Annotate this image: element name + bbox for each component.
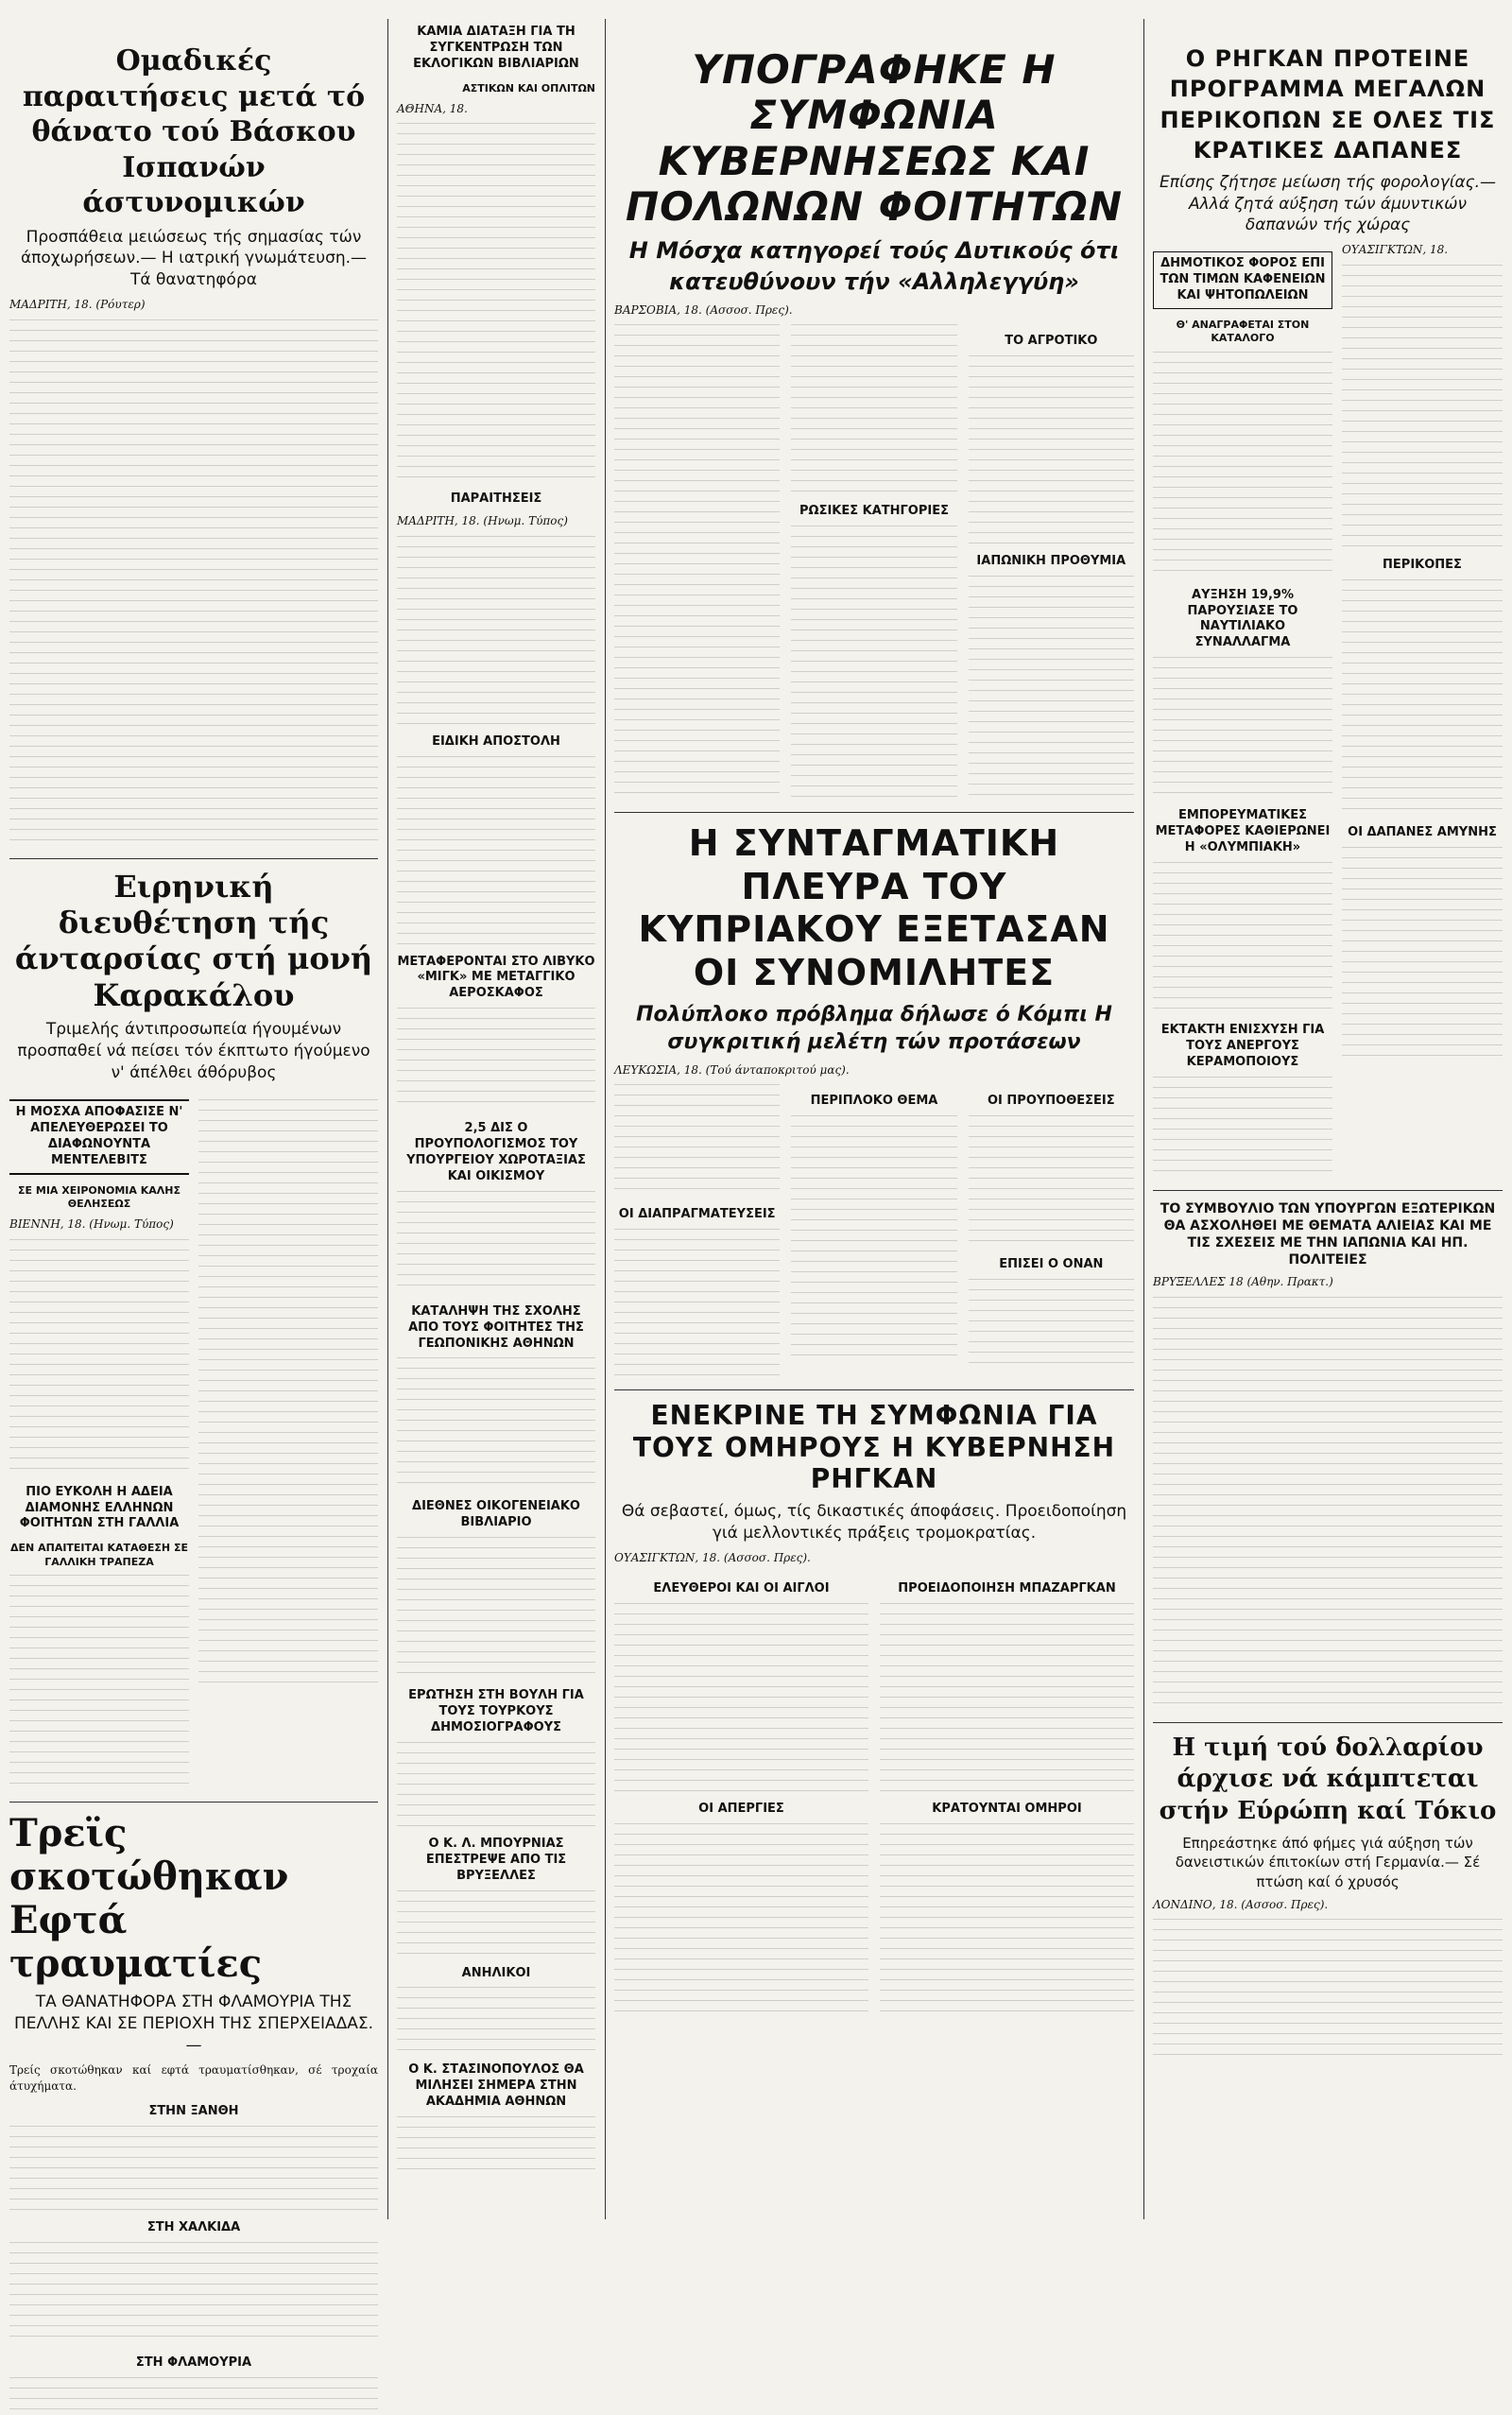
headline-turkish-journalists: ΕΡΩΤΗΣΗ ΣΤΗ ΒΟΥΛΗ ΓΙΑ ΤΟΥΣ ΤΟΥΡΚΟΥΣ ΔΗΜΟΣΙΟΓΡΑΦΟΥΣ xyxy=(408,1688,584,1734)
subhead-reagan-cuts: Επίσης ζήτησε μείωση τής φορολογίας.— Αλλά ζητά αύξηση τών άμυντικών δαπανών τής χώρας xyxy=(1159,172,1497,235)
headline-karakalou: Ειρηνική διευθέτηση τής άνταρσίας στή μονή Καρακάλου xyxy=(14,868,373,1013)
headline-reagan-cuts: Ο ΡΗΓΚΑΝ ΠΡΟΤΕΙΝΕ ΠΡΟΓΡΑΜΜΑ ΜΕΓΑΛΩΝ ΠΕΡΙΚΟΠΩΝ ΣΕ ΟΛΕΣ ΤΙΣ ΚΡΑΤΙΚΕΣ ΔΑΠΑΝΕΣ xyxy=(1160,45,1496,164)
article-body-text xyxy=(397,536,595,725)
box-moscow-mendelevits: Η ΜΟΣΧΑ ΑΠΟΦΑΣΙΣΕ Ν' ΑΠΕΛΕΥΘΕΡΩΣΕΙ ΤΟ ΔΙΑΦΩΝΟΥΝΤΑ ΜΕΝΤΕΛΕΒΙΤΣ xyxy=(9,1099,189,1175)
article-body-text xyxy=(198,1099,378,1685)
headline-geoponiki-occupation: ΚΑΤΑΛΗΨΗ ΤΗΣ ΣΧΟΛΗΣ ΑΠΟ ΤΟΥΣ ΦΟΙΤΗΤΕΣ ΤΗΣ ΓΕΩΠΟΝΙΚΗΣ ΑΘΗΝΩΝ xyxy=(408,1303,584,1351)
box-greek-students-france: ΠΙΟ ΕΥΚΟΛΗ Η ΑΔΕΙΑ ΔΙΑΜΟΝΗΣ ΕΛΛΗΝΩΝ ΦΟΙΤΗΤΩΝ ΣΤΗ ΓΑΛΛΙΑ xyxy=(19,1484,180,1531)
section-japanese-willingness: ΙΑΠΩΝΙΚΗ ΠΡΟΘΥΜΙΑ xyxy=(976,554,1126,569)
headline-dollar-price: Η τιμή τού δολλαρίου άρχισε νά κάμπτεται στήν Εύρώπη καί Τόκιο xyxy=(1159,1733,1497,1826)
article-body-text xyxy=(397,1742,595,1827)
article-body-text xyxy=(614,324,780,797)
article-body-text xyxy=(969,355,1134,544)
headline-polish-students: ΥΠΟΓΡΑΦΗΚΕ Η ΣΥΜΦΩΝΙΑ ΚΥΒΕΡΝΗΣΕΩΣ ΚΑΙ ΠΟΛΩΝΩΝ ΦΟΙΤΗΤΩΝ xyxy=(625,46,1124,230)
article-body-text xyxy=(1342,579,1503,816)
article-body-text xyxy=(1153,1919,1503,2061)
subhead-cyprus: Πολύπλοκο πρόβλημα δήλωσε ό Κόμπι Η συγκριτική μελέτη τών προτάσεων xyxy=(636,1002,1112,1055)
section-chalkida: ΣΤΗ ΧΑΛΚΙΔΑ xyxy=(146,2220,241,2235)
article-body-text xyxy=(397,1008,595,1112)
section-minors: ΑΝΗΛΙΚΟΙ xyxy=(461,1965,531,1980)
article-body-text xyxy=(614,1823,868,2012)
article-body-text xyxy=(1342,847,1503,1064)
headline-electoral-booklets: ΚΑΜΙΑ ΔΙΑΤΑΞΗ ΓΙΑ ΤΗ ΣΥΓΚΕΝΤΡΩΣΗ ΤΩΝ ΕΚΛΟΓΙΚΩΝ ΒΙΒΛΙΑΡΙΩΝ xyxy=(413,25,579,71)
section-strikes: ΟΙ ΑΠΕΡΓΙΕΣ xyxy=(698,1802,784,1817)
article-body-text xyxy=(9,2126,378,2211)
dateline-madrid-2: ΜΑΔΡΙΤΗ, 18. (Ηνωμ. Τύπος) xyxy=(397,514,568,528)
box-ceramicists-aid: ΕΚΤΑΚΤΗ ΕΝΙΣΧΥΣΗ ΓΙΑ ΤΟΥΣ ΑΝΕΡΓΟΥΣ ΚΕΡΑΜΟΠΟΙΟΥΣ xyxy=(1160,1022,1325,1069)
article-body-text xyxy=(9,2377,378,2415)
article-body-text xyxy=(969,1115,1134,1248)
article-body-text xyxy=(9,319,378,849)
headline-bournias: Ο Κ. Λ. ΜΠΟΥΡΝΙΑΣ ΕΠΕΣΤΡΕΨΕ ΑΠΟ ΤΙΣ ΒΡΥΞΕΛΛΕΣ xyxy=(425,1836,567,1883)
article-body-text xyxy=(397,1357,595,1490)
dateline-london: ΛΟΝΔΙΝΟ, 18. (Ασσοσ. Πρες). xyxy=(1153,1897,1329,1911)
section-russian-accusations: ΡΩΣΙΚΕΣ ΚΑΤΗΓΟΡΙΕΣ xyxy=(799,504,949,519)
section-xanthi: ΣΤΗΝ ΞΑΝΘΗ xyxy=(148,2104,239,2119)
box-moscow-sub: ΣΕ ΜΙΑ ΧΕΙΡΟΝΟΜΙΑ ΚΑΛΗΣ ΘΕΛΗΣΕΩΣ xyxy=(18,1183,180,1210)
box-greek-students-sub: ΔΕΝ ΑΠΑΙΤΕΙΤΑΙ ΚΑΤΑΘΕΣΗ ΣΕ ΓΑΛΛΙΚΗ ΤΡΑΠΕΖΑ xyxy=(10,1542,188,1568)
article-body-text xyxy=(791,324,956,494)
headline-foreign-ministers-council: ΤΟ ΣΥΜΒΟΥΛΙΟ ΤΩΝ ΥΠΟΥΡΓΩΝ ΕΞΩΤΕΡΙΚΩΝ ΘΑ ΑΣΧΟΛΗΘΕΙ ΜΕ ΘΕΜΑΤΑ ΑΛΙΕΙΑΣ ΚΑΙ ΜΕ ΤΙΣ ΣΧΕΣΕΙΣ ΜΕ ΤΗΝ ΙΑΠΩΝΙΑ ΚΑΙ ΗΠ. ΠΟΛΙΤΕΙΕΣ xyxy=(1160,1200,1496,1268)
box-olympic-freight: ΕΜΠΟΡΕΥΜΑΤΙΚΕΣ ΜΕΤΑΦΟΡΕΣ ΚΑΘΙΕΡΩΝΕΙ Η «ΟΛΥΜΠΙΑΚΗ» xyxy=(1155,808,1331,854)
section-resignations: ΠΑΡΑΙΤΗΣΕΙΣ xyxy=(450,492,542,507)
headline-stasinopoulos: Ο Κ. ΣΤΑΣΙΝΟΠΟΥΛΟΣ ΘΑ ΜΙΛΗΣΕΙ ΣΗΜΕΡΑ ΣΤΗΝ ΑΚΑΔΗΜΙΑ ΑΘΗΝΩΝ xyxy=(408,2062,584,2110)
article-body-text xyxy=(397,2116,595,2173)
column-4 xyxy=(1143,0,1512,2238)
article-body-text xyxy=(397,756,595,945)
column-1 xyxy=(0,0,387,2371)
subhead-three-killed: ΤΑ ΘΑΝΑΤΗΦΟΡΑ ΣΤΗ ΦΛΑΜΟΥΡΙΑ ΤΗΣ ΠΕΛΛΗΣ ΚΑΙ ΣΕ ΠΕΡΙΟΧΗ ΤΗΣ ΣΠΕΡΧΕΙΑΔΑΣ.— xyxy=(13,1992,374,2055)
dateline-madrid: ΜΑΔΡΙΤΗ, 18. (Ρόυτερ) xyxy=(9,298,146,312)
dateline-washington: ΟΥΑΣΙΓΚΤΩΝ, 18. (Ασσοσ. Πρες). xyxy=(614,1550,811,1564)
section-complex-issue: ΠΕΡΙΠΛΟΚΟ ΘΕΜΑ xyxy=(810,1094,938,1109)
subhead-dollar: Επηρεάστηκε άπό φήμες γιά αύξηση τών δανειστικών έπιτοκίων στή Γερμανία.— Σέ πτώση καί ό χρυσός xyxy=(1175,1835,1481,1890)
section-defense-spending: ΟΙ ΔΑΠΑΝΕΣ ΑΜΥΝΗΣ xyxy=(1348,824,1497,839)
article-body-text xyxy=(791,526,956,800)
article-body-text xyxy=(614,1084,780,1198)
article-body-text xyxy=(969,576,1134,802)
article-body-text xyxy=(9,1575,189,1792)
box-shipping-exchange: ΑΥΞΗΣΗ 19,9% ΠΑΡΟΥΣΙΑΣΕ ΤΟ ΝΑΥΤΙΛΙΑΚΟ ΣΥΝΑΛΛΑΓΜΑ xyxy=(1187,587,1298,650)
article-body-text xyxy=(1153,657,1332,799)
article-body-text xyxy=(1153,862,1332,1013)
article-body-text xyxy=(791,1115,956,1361)
article-body-text xyxy=(397,1191,595,1295)
article-body-text xyxy=(614,1603,868,1792)
section-onan: ΕΠΙΣΕΙ Ο ΟΝΑΝ xyxy=(999,1257,1104,1272)
article-body-text xyxy=(397,1987,595,2053)
headline-basque-police: Ομαδικές παραιτήσεις μετά τό θάνατο τού Βάσκου Ισπανών άστυνομικών xyxy=(22,44,366,219)
section-negotiations: ΟΙ ΔΙΑΠΡΑΓΜΑΤΕΥΣΕΙΣ xyxy=(618,1207,776,1222)
dateline-brussels: ΒΡΥΞΕΛΛΕΣ 18 (Αθην. Πρακτ.) xyxy=(1153,1275,1333,1289)
subhead-basque-police: Προσπάθεια μειώσεως τής σημασίας τών άποχωρήσεων.— Η ιατρική γνωμάτευση.— Τά θανατηφόρα xyxy=(20,227,368,290)
box-municipal-tax: ΔΗΜΟΤΙΚΟΣ ΦΟΡΟΣ ΕΠΙ ΤΩΝ ΤΙΜΩΝ ΚΑΦΕΝΕΙΩΝ ΚΑΙ ΨΗΤΟΠΩΛΕΙΩΝ xyxy=(1153,251,1332,309)
article-body-text xyxy=(1342,265,1503,548)
subhead-hostages: Θά σεβαστεί, όμως, τίς δικαστικές άποφάσεις. Προειδοποίηση γιά μελλοντικές πράξεις τρομοκρατίας. xyxy=(621,1501,1127,1543)
lead-three-killed: Τρείς σκοτώθηκαν καί εφτά τραυματίσθηκαν, σέ τροχαία άτυχήματα. xyxy=(9,2062,378,2094)
column-3 xyxy=(605,0,1143,2238)
subhead-karakalou: Τριμελής άντιπροσωπεία ήγουμένων προσπαθεί νά πείσει τόν έκπτωτο ήγούμενο ν' άπέλθει άθόρυβος xyxy=(17,1020,370,1083)
section-agrarian: ΤΟ ΑΓΡΟΤΙΚΟ xyxy=(1005,334,1098,349)
dateline-vienna: ΒΙΕΝΝΗ, 18. (Ηνωμ. Τύπος) xyxy=(9,1217,174,1232)
column-2 xyxy=(387,0,605,2238)
article-body-text xyxy=(397,1537,595,1679)
box-municipal-tax-sub: Θ' ΑΝΑΓΡΑΦΕΤΑΙ ΣΤΟΝ ΚΑΤΑΛΟΓΟ xyxy=(1176,319,1310,345)
article-body-text xyxy=(1153,1077,1332,1181)
article-body-text xyxy=(1153,1297,1503,1713)
section-prerequisites: ΟΙ ΠΡΟΥΠΟΘΕΣΕΙΣ xyxy=(988,1094,1115,1109)
article-body-text xyxy=(1153,352,1332,578)
article-body-text xyxy=(397,123,595,482)
section-bazargan-warning: ΠΡΟΕΙΔΟΠΟΙΗΣΗ ΜΠΑΖΑΡΓΚΑΝ xyxy=(898,1581,1116,1596)
headline-family-booklet: ΔΙΕΘΝΕΣ ΟΙΚΟΓΕΝΕΙΑΚΟ ΒΙΒΛΙΑΡΙΟ xyxy=(412,1499,580,1530)
article-body-text xyxy=(880,1603,1134,1792)
subhead-electoral-booklets: ΑΣΤΙΚΩΝ ΚΑΙ ΟΠΛΙΤΩΝ xyxy=(462,81,595,95)
article-body-text xyxy=(880,1823,1134,2012)
headline-libyan-mig: ΜΕΤΑΦΕΡΟΝΤΑΙ ΣΤΟ ΛΙΒΥΚΟ «ΜΙΓΚ» ΜΕ ΜΕΤΑΓΓΙΚΟ ΑΕΡΟΣΚΑΦΟΣ xyxy=(397,954,595,1001)
section-hostages-held: ΚΡΑΤΟΥΝΤΑΙ ΟΜΗΡΟΙ xyxy=(932,1802,1082,1817)
section-cuts: ΠΕΡΙΚΟΠΕΣ xyxy=(1383,557,1462,572)
headline-budget-ministry: 2,5 ΔΙΣ Ο ΠΡΟΥΠΟΛΟΓΙΣΜΟΣ ΤΟΥ ΥΠΟΥΡΓΕΙΟΥ ΧΩΡΟΤΑΞΙΑΣ ΚΑΙ ΟΙΚΙΣΜΟΥ xyxy=(406,1121,586,1183)
headline-hostages-agreement: ΕΝΕΚΡΙΝΕ ΤΗ ΣΥΜΦΩΝΙΑ ΓΙΑ ΤΟΥΣ ΟΜΗΡΟΥΣ Η ΚΥΒΕΡΝΗΣΗ ΡΗΓΚΑΝ xyxy=(632,1400,1116,1495)
dateline-warsaw: ΒΑΡΣΟΒΙΑ, 18. (Ασσοσ. Πρες). xyxy=(614,302,793,317)
article-body-text xyxy=(9,2242,378,2346)
article-body-text xyxy=(969,1279,1134,1364)
article-body-text xyxy=(9,1239,189,1475)
article-body-text xyxy=(397,1890,595,1957)
subhead-polish-students: Η Μόσχα κατηγορεί τούς Δυτικούς ότι κατευθύνουν τήν «Αλληλεγγύη» xyxy=(628,237,1120,295)
headline-three-killed: Τρεϊς σκοτώθηκαν Εφτά τραυματίες xyxy=(9,1810,289,1986)
dateline-washington-2: ΟΥΑΣΙΓΚΤΩΝ, 18. xyxy=(1342,243,1449,257)
dateline-athens: ΑΘΗΝΑ, 18. xyxy=(397,101,468,115)
section-special-mission: ΕΙΔΙΚΗ ΑΠΟΣΤΟΛΗ xyxy=(432,733,560,749)
dateline-nicosia: ΛΕΥΚΩΣΙΑ, 18. (Τού άνταποκριτού μας). xyxy=(614,1062,850,1077)
section-flamouria: ΣΤΗ ΦΛΑΜΟΥΡΙΑ xyxy=(135,2355,252,2371)
article-body-text xyxy=(614,1229,780,1380)
section-free-aigli: ΕΛΕΥΘΕΡΟΙ ΚΑΙ ΟΙ ΑΙΓΛΟΙ xyxy=(653,1581,830,1596)
headline-cyprus-constitutional: Η ΣΥΝΤΑΓΜΑΤΙΚΗ ΠΛΕΥΡΑ ΤΟΥ ΚΥΠΡΙΑΚΟΥ ΕΞΕΤΑΣΑΝ ΟΙ ΣΥΝΟΜΙΛΗΤΕΣ xyxy=(638,822,1110,993)
